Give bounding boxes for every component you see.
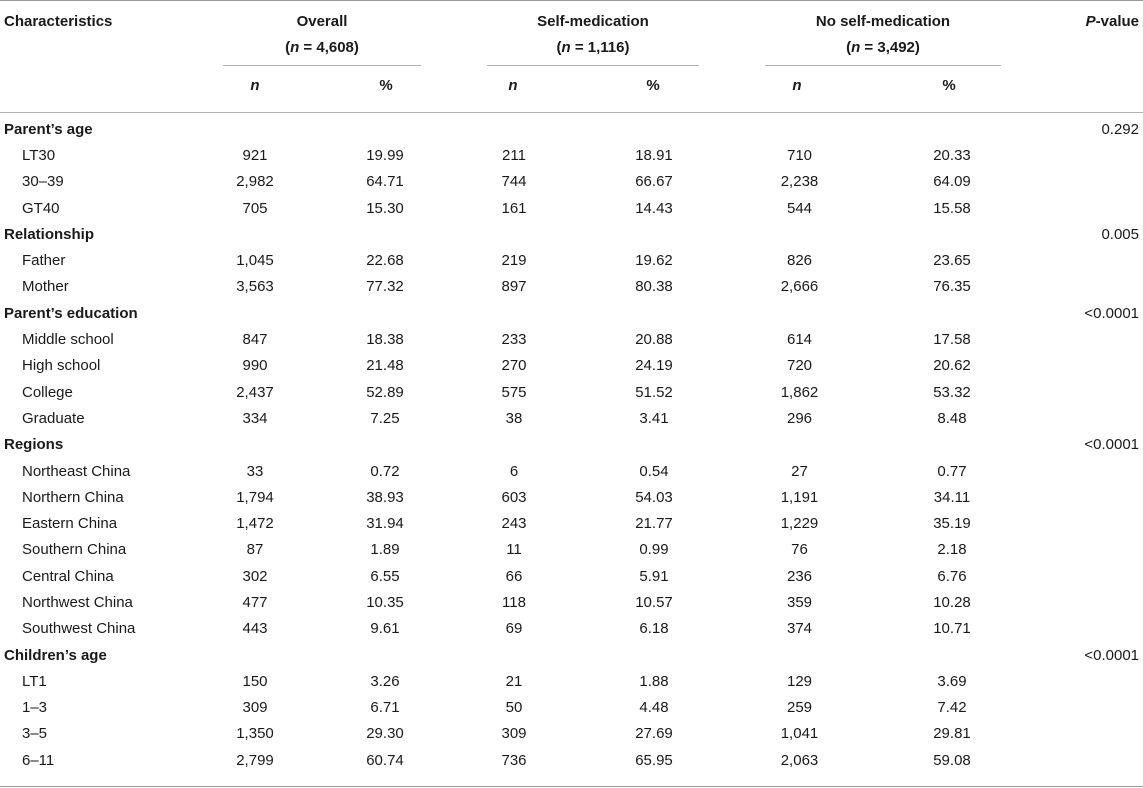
row-label: 3–5: [22, 725, 48, 743]
self-pct-cell: 3.41: [639, 409, 669, 427]
noself-pct-cell: 3.69: [937, 672, 967, 690]
section-row: [0, 221, 1143, 247]
overall-n-cell: 1,045: [236, 252, 274, 270]
row-label: Middle school: [22, 331, 114, 349]
self-n-cell: 211: [502, 146, 526, 164]
overall-n-cell: 1,350: [236, 725, 274, 743]
self-pct-cell: 0.54: [639, 462, 669, 480]
noself-pct-cell: 29.81: [933, 725, 971, 743]
row-label: Eastern China: [22, 515, 118, 533]
section-pvalue: <0.0001: [1084, 304, 1139, 322]
empty-cell: [450, 116, 578, 142]
noself-pct-cell: 20.33: [933, 146, 971, 164]
header-characteristics: Characteristics: [4, 13, 113, 30]
row-label: LT1: [22, 672, 47, 690]
header-pvalue-rest: -value: [1095, 13, 1139, 30]
row-label: Northern China: [22, 488, 124, 506]
self-n-cell: 50: [505, 699, 523, 717]
noself-pct-cell: 8.48: [937, 409, 967, 427]
empty-cell: [1035, 537, 1143, 563]
overall-n-cell: 1,472: [236, 515, 274, 533]
self-pct-cell: 21.77: [635, 515, 673, 533]
empty-cell: [1035, 747, 1143, 773]
empty-cell: [730, 432, 869, 458]
section-pvalue: <0.0001: [1084, 646, 1139, 664]
overall-n-cell: 477: [242, 593, 268, 611]
data-table: [0, 116, 1143, 773]
header-pvalue: [1086, 13, 1139, 30]
overall-pct-cell: 60.74: [366, 751, 404, 769]
noself-n-cell: 710: [786, 146, 813, 164]
table-top-rule: [0, 0, 1143, 1]
no-self-medication-subheader-rule: [765, 65, 1001, 66]
noself-pct-cell: 34.11: [933, 488, 971, 506]
self-pct-cell: 0.99: [639, 541, 669, 559]
empty-cell: [190, 300, 320, 326]
empty-cell: [1035, 721, 1143, 747]
noself-pct-cell: 23.65: [933, 252, 971, 270]
header-group-self-medication-count: (n = 1,116): [556, 39, 630, 56]
row-label: Northeast China: [22, 462, 131, 480]
table-row: [0, 563, 1143, 589]
self-pct-cell: 27.69: [635, 725, 673, 743]
table-row: [0, 484, 1143, 510]
noself-pct-cell: 10.71: [933, 620, 971, 638]
section-title: Regions: [4, 436, 64, 454]
overall-n-cell: 309: [242, 699, 268, 717]
self-n-cell: 243: [501, 515, 527, 533]
overall-n-cell: 847: [242, 331, 268, 349]
section-title: Parent’s age: [4, 120, 93, 138]
header-group-no-self-medication-count: (n = 3,492): [846, 39, 920, 56]
empty-cell: [320, 642, 450, 668]
noself-pct-cell: 17.58: [933, 331, 971, 349]
overall-pct-cell: 9.61: [370, 620, 400, 638]
empty-cell: [1035, 274, 1143, 300]
table-row: [0, 247, 1143, 273]
row-label: 6–11: [22, 751, 55, 769]
noself-n-cell: 826: [786, 252, 813, 270]
noself-n-cell: 129: [786, 672, 813, 690]
empty-cell: [1035, 169, 1143, 195]
self-pct-cell: 20.88: [635, 331, 673, 349]
noself-pct-cell: 64.09: [933, 173, 971, 191]
noself-n-cell: 374: [786, 620, 813, 638]
empty-cell: [1035, 616, 1143, 642]
overall-n-cell: 921: [242, 146, 268, 164]
overall-n-cell: 33: [246, 462, 264, 480]
overall-pct-cell: 7.25: [370, 409, 400, 427]
noself-n-cell: 359: [786, 593, 813, 611]
table-row: [0, 458, 1143, 484]
noself-pct-cell: 35.19: [933, 515, 971, 533]
empty-cell: [1035, 195, 1143, 221]
overall-pct-cell: 10.35: [366, 593, 404, 611]
noself-pct-cell: 53.32: [933, 383, 971, 401]
empty-cell: [190, 116, 320, 142]
subheader-pct-self: %: [646, 77, 660, 94]
overall-subheader-rule: [223, 65, 421, 66]
noself-n-cell: 76: [791, 541, 808, 559]
header-group-overall: Overall: [296, 13, 348, 30]
overall-pct-cell: 31.94: [366, 515, 404, 533]
overall-n-cell: 2,982: [236, 173, 274, 191]
empty-cell: [1035, 563, 1143, 589]
empty-cell: [578, 432, 730, 458]
self-pct-cell: 1.88: [639, 672, 669, 690]
subheader-pct-noself: %: [942, 77, 956, 94]
self-n-cell: 575: [501, 383, 527, 401]
table-row: [0, 721, 1143, 747]
self-n-cell: 6: [509, 462, 519, 480]
row-label: LT30: [22, 146, 56, 164]
overall-pct-cell: 77.32: [366, 278, 404, 296]
empty-cell: [869, 300, 1035, 326]
empty-cell: [1035, 405, 1143, 431]
empty-cell: [1035, 510, 1143, 536]
empty-cell: [578, 300, 730, 326]
self-n-cell: 11: [506, 541, 522, 559]
noself-pct-cell: 15.58: [933, 199, 971, 217]
section-pvalue: 0.005: [1101, 225, 1139, 243]
empty-cell: [1035, 326, 1143, 352]
empty-cell: [578, 116, 730, 142]
noself-n-cell: 614: [786, 331, 813, 349]
self-n-cell: 309: [501, 725, 527, 743]
empty-cell: [1035, 458, 1143, 484]
self-pct-cell: 19.62: [635, 252, 673, 270]
noself-n-cell: 236: [786, 567, 813, 585]
row-label: Southwest China: [22, 620, 136, 638]
empty-cell: [450, 642, 578, 668]
noself-n-cell: 544: [786, 199, 813, 217]
noself-n-cell: 296: [786, 409, 813, 427]
row-label: 1–3: [22, 699, 48, 717]
empty-cell: [1035, 353, 1143, 379]
section-row: [0, 300, 1143, 326]
self-pct-cell: 80.38: [635, 278, 673, 296]
self-n-cell: 219: [501, 252, 527, 270]
row-label: Mother: [22, 278, 69, 296]
overall-pct-cell: 64.71: [366, 173, 404, 191]
empty-cell: [578, 642, 730, 668]
row-label: College: [22, 383, 73, 401]
empty-cell: [1035, 695, 1143, 721]
noself-n-cell: 1,041: [780, 725, 819, 743]
empty-cell: [320, 300, 450, 326]
self-n-cell: 118: [502, 593, 526, 611]
self-n-cell: 897: [501, 278, 527, 296]
noself-pct-cell: 10.28: [933, 593, 971, 611]
noself-n-cell: 1,862: [780, 383, 819, 401]
self-n-cell: 603: [501, 488, 527, 506]
table-row: [0, 353, 1143, 379]
empty-cell: [730, 642, 869, 668]
noself-n-cell: 2,063: [780, 751, 819, 769]
table-row: [0, 747, 1143, 773]
empty-cell: [190, 642, 320, 668]
empty-cell: [578, 221, 730, 247]
self-n-cell: 66: [505, 567, 523, 585]
overall-n-cell: 705: [242, 199, 268, 217]
table-body: [0, 116, 1143, 773]
self-n-cell: 38: [505, 409, 523, 427]
noself-pct-cell: 6.76: [937, 567, 967, 585]
self-medication-subheader-rule: [487, 65, 699, 66]
empty-cell: [450, 300, 578, 326]
row-label: Southern China: [22, 541, 127, 559]
overall-pct-cell: 0.72: [370, 462, 400, 480]
row-label: 30–39: [22, 173, 64, 191]
noself-pct-cell: 7.42: [937, 699, 967, 717]
self-pct-cell: 65.95: [635, 751, 673, 769]
empty-cell: [869, 116, 1035, 142]
self-n-cell: 736: [501, 751, 527, 769]
self-n-cell: 69: [505, 620, 523, 638]
table-row: [0, 274, 1143, 300]
table-row: [0, 695, 1143, 721]
table-row: [0, 326, 1143, 352]
self-n-cell: 744: [501, 173, 527, 191]
subheader-pct-overall: %: [379, 77, 393, 94]
self-n-cell: 21: [505, 672, 523, 690]
empty-cell: [1035, 668, 1143, 694]
empty-cell: [190, 221, 320, 247]
overall-pct-cell: 18.38: [366, 331, 404, 349]
table-row: [0, 195, 1143, 221]
header-bottom-rule: [0, 112, 1143, 113]
section-pvalue: 0.292: [1101, 120, 1139, 138]
overall-pct-cell: 22.68: [366, 252, 404, 270]
empty-cell: [730, 116, 869, 142]
overall-n-cell: 302: [242, 567, 268, 585]
self-pct-cell: 5.91: [639, 567, 669, 585]
header-group-overall-count: (n = 4,608): [285, 39, 359, 56]
overall-n-cell: 3,563: [236, 278, 274, 296]
overall-pct-cell: 29.30: [366, 725, 404, 743]
self-pct-cell: 51.52: [635, 383, 673, 401]
section-title: Parent’s education: [4, 304, 138, 322]
table-bottom-rule: [0, 786, 1143, 787]
table-row: [0, 379, 1143, 405]
empty-cell: [320, 221, 450, 247]
noself-pct-cell: 76.35: [933, 278, 971, 296]
overall-pct-cell: 21.48: [366, 357, 404, 375]
noself-n-cell: 27: [791, 462, 808, 480]
self-n-cell: 233: [501, 331, 527, 349]
self-n-cell: 161: [501, 199, 527, 217]
noself-pct-cell: 2.18: [937, 541, 967, 559]
section-title: Children’s age: [4, 646, 107, 664]
table-row: [0, 169, 1143, 195]
empty-cell: [320, 116, 450, 142]
overall-n-cell: 2,437: [236, 383, 274, 401]
self-pct-cell: 6.18: [639, 620, 669, 638]
empty-cell: [869, 432, 1035, 458]
row-label: Father: [22, 252, 66, 270]
table-row: [0, 616, 1143, 642]
noself-n-cell: 2,238: [780, 173, 819, 191]
empty-cell: [1035, 379, 1143, 405]
noself-n-cell: 2,666: [780, 278, 819, 296]
self-pct-cell: 10.57: [635, 593, 673, 611]
section-title: Relationship: [4, 225, 95, 243]
overall-pct-cell: 3.26: [370, 672, 400, 690]
row-label: Northwest China: [22, 593, 133, 611]
header-group-self-medication: Self-medication: [537, 13, 649, 30]
empty-cell: [730, 300, 869, 326]
section-row: [0, 642, 1143, 668]
overall-pct-cell: 19.99: [366, 146, 404, 164]
self-pct-cell: 14.43: [635, 199, 673, 217]
subheader-n-self: n: [508, 77, 518, 94]
empty-cell: [1035, 484, 1143, 510]
table-row: [0, 142, 1143, 168]
self-n-cell: 270: [501, 357, 527, 375]
table-row: [0, 405, 1143, 431]
empty-cell: [450, 221, 578, 247]
noself-pct-cell: 0.77: [937, 462, 967, 480]
noself-n-cell: 720: [786, 357, 813, 375]
subheader-n-noself: n: [792, 77, 802, 94]
table-row: [0, 537, 1143, 563]
overall-n-cell: 990: [242, 357, 268, 375]
self-pct-cell: 54.03: [635, 488, 673, 506]
overall-pct-cell: 15.30: [366, 199, 404, 217]
self-pct-cell: 66.67: [635, 173, 673, 191]
overall-n-cell: 150: [242, 672, 268, 690]
self-pct-cell: 24.19: [635, 357, 673, 375]
overall-pct-cell: 6.55: [370, 567, 400, 585]
self-pct-cell: 4.48: [639, 699, 669, 717]
table-row: [0, 510, 1143, 536]
overall-n-cell: 443: [242, 620, 268, 638]
row-label: GT40: [22, 199, 60, 217]
empty-cell: [1035, 142, 1143, 168]
overall-pct-cell: 6.71: [370, 699, 400, 717]
subheader-n-overall: n: [250, 77, 260, 94]
section-pvalue: <0.0001: [1084, 436, 1139, 454]
empty-cell: [450, 432, 578, 458]
header-group-no-self-medication: No self-medication: [815, 13, 951, 30]
empty-cell: [1035, 247, 1143, 273]
empty-cell: [730, 221, 869, 247]
section-row: [0, 116, 1143, 142]
empty-cell: [320, 432, 450, 458]
empty-cell: [869, 642, 1035, 668]
row-label: Graduate: [22, 409, 85, 427]
overall-n-cell: 334: [242, 409, 268, 427]
overall-n-cell: 2,799: [236, 751, 274, 769]
noself-pct-cell: 20.62: [933, 357, 971, 375]
row-label: High school: [22, 357, 101, 375]
table-row: [0, 589, 1143, 615]
empty-cell: [1035, 589, 1143, 615]
empty-cell: [869, 221, 1035, 247]
overall-pct-cell: 38.93: [366, 488, 404, 506]
noself-n-cell: 1,229: [780, 515, 819, 533]
overall-n-cell: 87: [246, 541, 264, 559]
overall-pct-cell: 52.89: [366, 383, 404, 401]
noself-pct-cell: 59.08: [933, 751, 971, 769]
header-pvalue-italic: P: [1085, 13, 1096, 30]
empty-cell: [190, 432, 320, 458]
noself-n-cell: 259: [786, 699, 813, 717]
overall-pct-cell: 1.89: [370, 541, 400, 559]
overall-n-cell: 1,794: [236, 488, 274, 506]
section-row: [0, 432, 1143, 458]
row-label: Central China: [22, 567, 114, 585]
noself-n-cell: 1,191: [780, 488, 819, 506]
self-pct-cell: 18.91: [635, 146, 673, 164]
table-row: [0, 668, 1143, 694]
